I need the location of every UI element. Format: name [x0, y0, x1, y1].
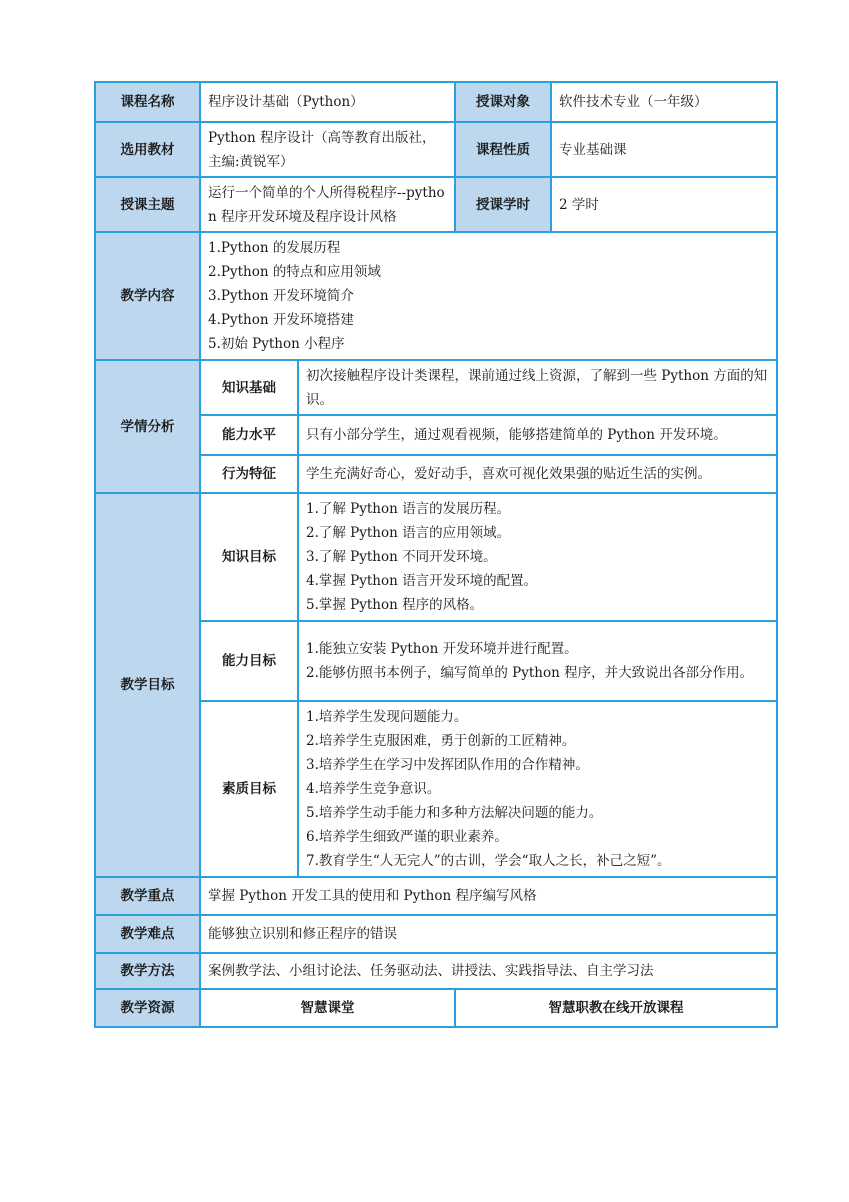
- methods-label: 教学方法: [95, 953, 200, 989]
- list-item: 5.掌握 Python 程序的风格。: [306, 597, 484, 613]
- topic-label: 授课主题: [95, 177, 200, 232]
- resource-online-course: 智慧职教在线开放课程: [455, 989, 777, 1027]
- knowledge-base-value: 初次接触程序设计类课程，课前通过线上资源，了解到一些 Python 方面的知识。: [298, 360, 777, 415]
- list-item: 2.Python 的特点和应用领域: [208, 264, 381, 280]
- key-points-label: 教学重点: [95, 877, 200, 915]
- lesson-plan-table: [94, 81, 778, 1028]
- textbook-value: Python 程序设计（高等教育出版社，主编:黄锐军）: [200, 122, 455, 177]
- quality-objective-label: 素质目标: [200, 701, 298, 877]
- course-type-value: 专业基础课: [551, 122, 777, 177]
- textbook-label: 选用教材: [95, 122, 200, 177]
- course-name-value: 程序设计基础（Python）: [200, 82, 455, 122]
- row-methods: [95, 953, 777, 989]
- list-item: 5.初始 Python 小程序: [208, 336, 345, 352]
- knowledge-base-label: 知识基础: [200, 360, 298, 415]
- ability-objective-label: 能力目标: [200, 621, 298, 701]
- behavior-value: 学生充满好奇心，爱好动手，喜欢可视化效果强的贴近生活的实例。: [298, 455, 777, 493]
- course-type-label: 课程性质: [455, 122, 551, 177]
- list-item: 3.培养学生在学习中发挥团队作用的合作精神。: [306, 757, 589, 773]
- knowledge-objective-label: 知识目标: [200, 493, 298, 621]
- audience-label: 授课对象: [455, 82, 551, 122]
- resource-smart-classroom: 智慧课堂: [200, 989, 455, 1027]
- list-item: 5.培养学生动手能力和多种方法解决问题的能力。: [306, 805, 603, 821]
- content-list: [200, 232, 777, 360]
- row-course-name: [95, 82, 777, 122]
- learner-analysis-label: 学情分析: [95, 360, 200, 493]
- list-item: 1.了解 Python 语言的发展历程。: [306, 501, 511, 517]
- knowledge-objective-list: [298, 493, 777, 621]
- methods-value: 案例教学法、小组讨论法、任务驱动法、讲授法、实践指导法、自主学习法: [200, 953, 777, 989]
- ability-level-value: 只有小部分学生，通过观看视频，能够搭建简单的 Python 开发环境。: [298, 415, 777, 455]
- quality-objective-list: [298, 701, 777, 877]
- row-textbook: [95, 122, 777, 177]
- behavior-label: 行为特征: [200, 455, 298, 493]
- row-resources: [95, 989, 777, 1027]
- hours-value: 2 学时: [551, 177, 777, 232]
- resources-label: 教学资源: [95, 989, 200, 1027]
- list-item: 2.培养学生克服困难，勇于创新的工匠精神。: [306, 733, 576, 749]
- list-item: 1.能独立安装 Python 开发环境并进行配置。: [306, 641, 578, 657]
- list-item: 3.了解 Python 不同开发环境。: [306, 549, 497, 565]
- topic-value: 运行一个简单的个人所得税程序--python 程序开发环境及程序设计风格: [200, 177, 455, 232]
- course-name-label: 课程名称: [95, 82, 200, 122]
- hours-label: 授课学时: [455, 177, 551, 232]
- list-item: 4.掌握 Python 语言开发环境的配置。: [306, 573, 538, 589]
- list-item: 4.Python 开发环境搭建: [208, 312, 354, 328]
- content-label: 教学内容: [95, 232, 200, 360]
- row-topic: [95, 177, 777, 232]
- list-item: 7.教育学生“人无完人”的古训，学会“取人之长，补己之短”。: [306, 853, 671, 869]
- row-key-points: [95, 877, 777, 915]
- row-objective-knowledge: [95, 493, 777, 621]
- row-learner-knowledge: [95, 360, 777, 415]
- list-item: 4.培养学生竞争意识。: [306, 781, 441, 797]
- row-content: [95, 232, 777, 360]
- list-item: 1.培养学生发现问题能力。: [306, 709, 468, 725]
- difficulties-value: 能够独立识别和修正程序的错误: [200, 915, 777, 953]
- list-item: 6.培养学生细致严谨的职业素养。: [306, 829, 508, 845]
- ability-objective-list: [298, 621, 777, 701]
- difficulties-label: 教学难点: [95, 915, 200, 953]
- list-item: 1.Python 的发展历程: [208, 240, 341, 256]
- list-item: 2.能够仿照书本例子，编写简单的 Python 程序，并大致说出各部分作用。: [306, 665, 754, 681]
- key-points-value: 掌握 Python 开发工具的使用和 Python 程序编写风格: [200, 877, 777, 915]
- lesson-plan-sheet: [94, 81, 776, 1028]
- objectives-label: 教学目标: [95, 493, 200, 877]
- list-item: 3.Python 开发环境简介: [208, 288, 354, 304]
- list-item: 2.了解 Python 语言的应用领域。: [306, 525, 511, 541]
- audience-value: 软件技术专业（一年级）: [551, 82, 777, 122]
- row-difficulties: [95, 915, 777, 953]
- ability-level-label: 能力水平: [200, 415, 298, 455]
